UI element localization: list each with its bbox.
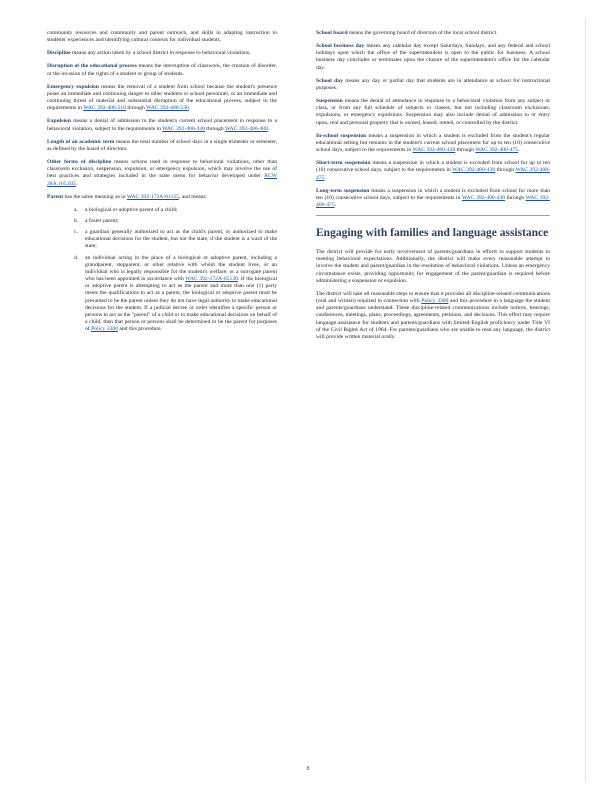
definition-text: means any calendar day except Saturdays, Sundays, and any federal and school holidays upon which the office of the superintendent is open to the public for business. A school business day concludes or terminates upon the closure of the superintendent's office for the calendar day. (316, 43, 550, 71)
definition-text: means the governing board of directors of the local school district. (347, 30, 498, 36)
end-text: . (518, 147, 520, 154)
term-suspension: Suspension (316, 98, 343, 105)
definition-academic-term (47, 139, 277, 153)
term-parent: Parent (47, 193, 64, 200)
definition-text: means a suspension in which a student is excluded from school for up to ten (10) consecutive school days, subject to the requirements in (316, 160, 550, 174)
definition-text: means any day or partial day that students are in attendance at school for instructional purposes. (316, 77, 550, 91)
wac-link[interactable]: WAC 392-400-430 (162, 125, 205, 132)
end-text: . (76, 180, 78, 187)
list-marker: c. (74, 229, 78, 236)
definition-text: means a suspension in which a student is excluded from the student's regular educational setting but remains in the student's current school placement for up to ten (10) consecutive school days, subject to the requirements in (316, 132, 550, 154)
right-column (316, 30, 550, 347)
wac-link[interactable]: WAC 392-400-475 (475, 147, 519, 154)
term-in-school-suspension: In-school suspension (316, 132, 367, 139)
definition-business-day (316, 43, 550, 72)
definition-suspension (316, 98, 550, 127)
term-expulsion: Expulsion (47, 118, 71, 125)
term-emergency-expulsion: Emergency expulsion (47, 83, 99, 90)
definition-disruption (47, 63, 277, 77)
list-marker: a. (74, 206, 78, 213)
definition-short-term-suspension (316, 160, 550, 181)
wac-link[interactable]: WAC 392-172A-05130 (185, 276, 238, 283)
connector-text: through (125, 105, 147, 112)
list-item (47, 229, 277, 250)
definition-emergency-expulsion (47, 84, 277, 113)
term-school-board: School board (316, 30, 348, 36)
wac-link[interactable]: WAC 392-172A-01125 (126, 193, 179, 200)
list-marker: b. (74, 217, 79, 224)
definition-school-day (316, 78, 550, 92)
term-other-discipline: Other forms of discipline (47, 159, 112, 166)
paragraph-text: and this procedure in a language the student and parents/guardians understand. These discipline-related communications include notices, hearings, conferences, meetings, plans, proceedings, agreements, petitions, and decisions. This effort may require language assistance for students and parents/guardians with limited-English proficiency under Title VI of the Civil Rights Act of 1964. For parents/guardians who are unable to read any language, the district will provide written material orally. (316, 298, 550, 340)
list-item-text: and this procedure. (117, 326, 163, 333)
engagement-paragraph: The district will provide for early involvement of parents/guardians in efforts to support students in meeting behavioral expectations. Additionally, the district will make every reasonable attempt to involve the student and parent/guardian in the resolution of behavioral violations. Unless an emergency circumstance exists, providing opportunity for engagement of the parent/guardian is required before administering a suspension or expulsion. (316, 249, 550, 284)
connector-text: through (504, 194, 526, 201)
rcw-link[interactable]: RCW 28A.165.035 (47, 173, 277, 187)
list-marker: d. (74, 254, 79, 261)
wac-link[interactable]: WAC 392-400-475 (316, 167, 551, 181)
wac-link[interactable]: WAC 392-400-430 (412, 147, 456, 154)
wac-link[interactable]: WAC 392-400-430 (461, 194, 505, 201)
wac-link[interactable]: WAC 392-400-430 (452, 167, 496, 174)
definition-in-school-suspension (316, 133, 550, 154)
definition-text: means a denial of admission to the student's current school placement in response to a behavioral violation, subject to the requirements in (47, 118, 277, 132)
language-assistance-paragraph (316, 291, 550, 341)
parent-definition-list (47, 207, 277, 334)
wac-link[interactable]: WAC 392-400-530 (146, 105, 189, 112)
definition-text: means any action taken by a school district in response to behavioral violations. (70, 50, 251, 57)
list-item-text: . If the biological or adoptive parent is attempting to act as the parent and more than one (1) party meets the qualifications to act as a parent, the biological or adoptive parent must be presumed to be the parent unless they do not have legal authority to make educational decisions for the student. If a judicial decree or order identifies a specific person or persons to act as the "parent" of a child or to make educational decisions on behalf of a child, then that person or persons shall be determined to be the parent for purposes of (85, 276, 278, 333)
wac-link[interactable]: WAC 392-400-480 (225, 125, 268, 132)
end-text: . (267, 125, 270, 132)
term-disruption: Disruption of the educational process (47, 63, 137, 70)
list-item-text: a foster parent; (85, 217, 119, 224)
list-item-text: an individual acting in the place of a biological or adoptive parent, including a grandparent, stepparent, or other relative with whom the student lives, or an individual who is legally responsible for the student's welfare; or a surrogate parent who has been appointed in accordance with (85, 254, 277, 283)
connector-text: through (455, 147, 476, 154)
end-text: . (334, 201, 337, 208)
page-edge-rule (585, 20, 586, 780)
page-number: 8 (306, 766, 310, 772)
definition-long-term-suspension (316, 188, 550, 209)
definition-expulsion (47, 118, 277, 132)
definition-text: has the same meaning as in (63, 193, 127, 200)
section-heading: Engaging with families and language assistance (316, 215, 550, 240)
term-business-day: School business day (316, 43, 365, 50)
end-text: , and means: (178, 193, 208, 200)
term-short-term-suspension: Short-term suspension (316, 160, 371, 167)
left-column (47, 30, 277, 337)
list-item (47, 255, 277, 334)
list-item-text: a biological or adoptive parent of a child; (85, 206, 178, 213)
wac-link[interactable]: WAC 392-400-475 (316, 194, 550, 208)
definition-text: means a suspension in which a student is excluded from school for more than ten (10) consecutive school days, subject to the requirements in (316, 187, 550, 201)
end-text: . (188, 105, 191, 112)
policy-link[interactable]: Policy 3300 (91, 326, 118, 333)
definition-text: means the total number of school days in a single trimester or semester, as defined by the board of directors. (47, 138, 277, 152)
term-discipline: Discipline (47, 50, 71, 57)
definition-text: means the interruption of classwork, the creation of disorder, or the invasion of the rights of a student or group of students. (47, 63, 277, 77)
definition-text: means actions used in response to behavioral violations, other than classroom exclusion, suspension, expulsion, or emergency expulsion, which may involve the use of best practices and strategies included in the state menu for behavior developed under (47, 159, 277, 180)
intro-paragraph: community resources and community and parent outreach, and skills in adapting instruction to students' experiences and identifying cultural contexts for individual students. (47, 30, 277, 44)
definition-school-board (316, 30, 550, 37)
connector-text: through (495, 167, 516, 174)
definition-parent (47, 194, 277, 201)
connector-text: through (204, 125, 226, 132)
list-item-text: a guardian generally authorized to act as the child's parent, or authorized to make educational decisions for the student, but not the state, if the student is a ward of the state; (85, 229, 277, 250)
list-item (47, 207, 277, 214)
end-text: . (324, 174, 326, 181)
term-long-term-suspension: Long-term suspension (316, 187, 370, 194)
paragraph-text: The district will take all reasonable steps to ensure that it provides all discipline-related communications (oral and written) required in connection with (316, 290, 550, 305)
definition-discipline (47, 50, 277, 57)
term-academic-term: Length of an academic term (47, 138, 115, 145)
list-item (47, 218, 277, 225)
policy-link[interactable]: Policy 3300 (421, 298, 449, 305)
definition-text: means the denial of attendance in response to a behavioral violation from any subject or class, or from any full schedule of subjects or classes, but not including classroom exclusions, expulsions, or emergency expulsions. Suspension may also include denial of admission to or entry upon, real and personal property that is owned, leased, rented, or controlled by the district. (316, 98, 550, 126)
term-school-day: School day (316, 77, 343, 84)
wac-link[interactable]: WAC 392-400-510 (83, 105, 126, 112)
definition-other-discipline (47, 159, 277, 188)
definition-text: means the removal of a student from school because the student's presence poses an immediate and continuing danger to other students or school personnel, or an immediate and continuing threat of material and substantial disruption of the educational process, subject to the requirements in (47, 83, 277, 112)
